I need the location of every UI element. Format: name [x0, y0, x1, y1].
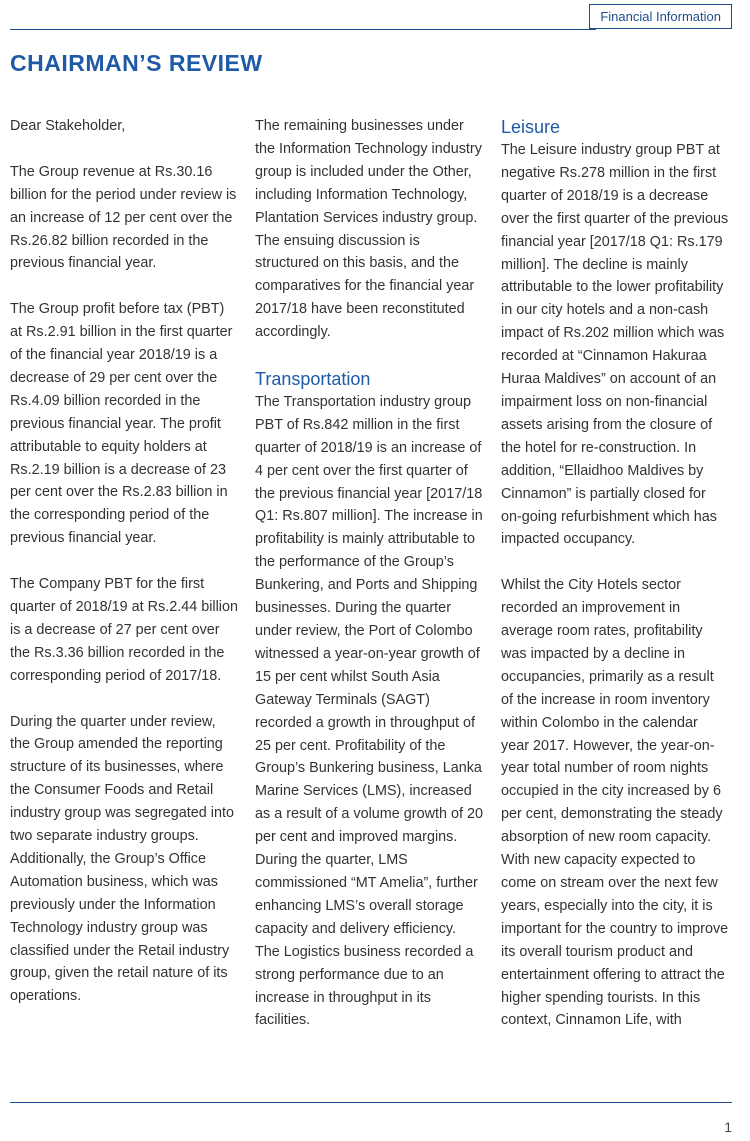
heading-transportation: Transportation [255, 368, 371, 389]
column-1 [10, 115, 238, 1031]
section-tag: Financial Information [589, 4, 732, 29]
paragraph-transportation: The Transportation industry group PBT of Rs.842 million in the first quarter of 2018/19 is an increase of 4 per cent over the first quarter of the previous financial year [2017/18 Q1: Rs.807 million]. The increase in profitability is mainly attributable to the performance of the Group’s Bunkering, and Ports and Shipping businesses. During the quarter under review, the Port of Colombo witnessed a year-on-year growth of 15 per cent whilst South Asia Gateway Terminals (SAGT) recorded a growth in throughput of 25 per cent. Profitability of the Group’s Bunkering business, Lanka Marine Services (LMS), increased as a result of a volume growth of 20 per cent and improved margins. During the quarter, LMS commissioned “MT Amelia”, further enhancing LMS’s overall storage capacity and delivery efficiency. The Logistics business recorded a strong performance due to an increase in throughput in its facilities. [255, 393, 483, 1029]
heading-leisure: Leisure [501, 117, 561, 137]
paragraph-reporting-structure: During the quarter under review, the Group amended the reporting structure of its businesses, where the Consumer Foods and Retail industry group was segregated into two separate industry groups. Additionally, the Group’s Office Automation business, which was previously under the Information Technology industry group was classified under the Retail industry group, given the retail nature of its operations. [10, 713, 234, 1005]
paragraph-company-pbt: The Company PBT for the first quarter of 2018/19 at Rs.2.44 billion is a decrease of 27 per cent over the Rs.3.36 billion recorded in the corresponding period of 2017/18. [10, 576, 239, 684]
paragraph-city-hotels: Whilst the City Hotels sector recorded an improvement in average room rates, profitability was impacted by a decline in occupancies, primarily as a result of the increase in room inventory within Colombo in the calendar year 2017. However, the year-on-year total number of room nights occupied in the city increased by 6 per cent, demonstrating the steady absorption of new room capacity. With new capacity expected to come on stream over the next few years, especially into the city, it is important for the country to improve its overall tourism product and entertainment offering to attract the higher spending tourists. In this context, Cinnamon Life, with [501, 577, 729, 1029]
paragraph-leisure: The Leisure industry group PBT at negative Rs.278 million in the first quarter of 2018/19 is a decrease over the first quarter of the previous financial year [2017/18 Q1: Rs.179 million]. The decline is mainly attributable to the lower profitability in our city hotels and a non-cash impact of Rs.202 million which was recorded at “Cinnamon Hakuraa Huraa Maldives” on account of an impairment loss on non-financial assets arising from the closure of the hotel for re-construction. In addition, “Ellaidhoo Maldives by Cinnamon” is partially closed for on-going refurbishment which has impacted occupancy. [501, 142, 729, 548]
page-number: 1 [724, 1119, 732, 1135]
column-2 [255, 115, 483, 1055]
column-3 [501, 115, 729, 1055]
page-title: CHAIRMAN’S REVIEW [10, 50, 263, 76]
salutation: Dear Stakeholder, [10, 118, 126, 134]
paragraph-revenue: The Group revenue at Rs.30.16 billion for the period under review is an increase of 12 per cent over the Rs.26.82 billion recorded in the previous financial year. [10, 163, 237, 272]
header-rule [10, 29, 596, 30]
paragraph-remaining-businesses: The remaining businesses under the Information Technology industry group is included under the Other, including Information Technology, Plantation Services industry group. The ensuing discussion is structured on this basis, and the comparatives for the financial year 2017/18 have been reconstituted accordingly. [255, 118, 482, 341]
paragraph-group-profit: The Group profit before tax (PBT) at Rs.2.91 billion in the first quarter of the financial year 2018/19 is a decrease of 29 per cent over the Rs.4.09 billion recorded in the previous financial year. The profit attributable to equity holders at Rs.2.19 billion is a decrease of 23 per cent over the Rs.2.83 billion in the corresponding period of the previous financial year. [10, 301, 233, 547]
footer-rule [10, 1102, 732, 1103]
